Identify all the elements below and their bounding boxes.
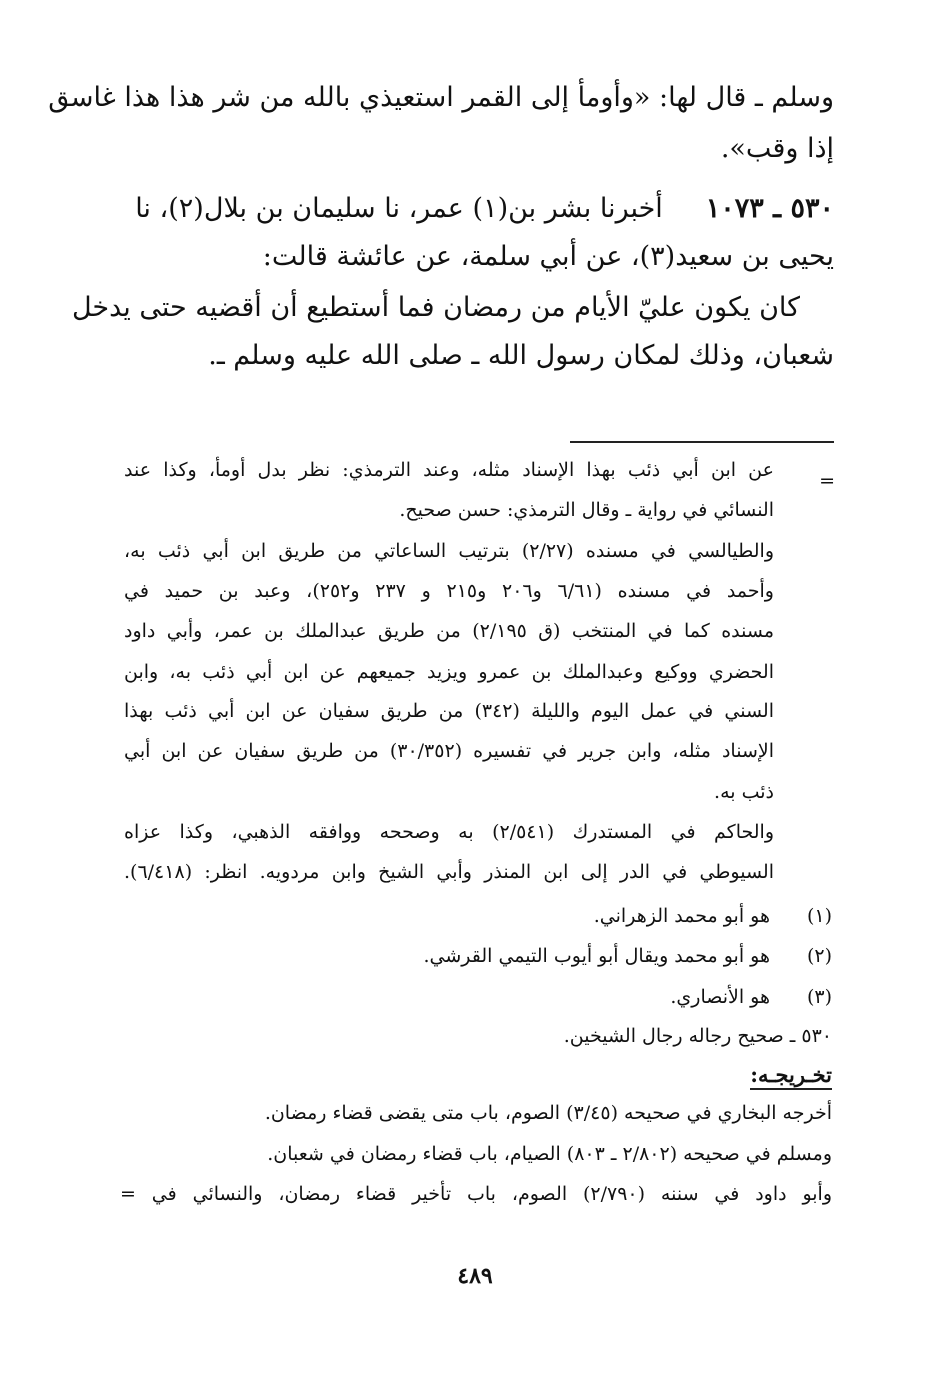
page-number: ٤٨٩: [457, 1263, 493, 1289]
footnote-marker: (١): [806, 905, 832, 927]
footnote-marker: (٢): [806, 945, 832, 967]
hadith-matn-line: كان يكون عليّ الأيام من رمضان فما أستطيع أن أقضيه حتى يدخل: [71, 292, 800, 323]
hadith-header-line: [134, 193, 834, 224]
footnote-line: النسائي في رواية ـ وقال الترمذي: حسن صحيح.: [399, 499, 774, 521]
main-text-line: شعبان، وذلك لمكان رسول الله ـ صلى الله عليه وسلم ـ.: [208, 340, 834, 371]
footnote-line: مسنده كما في المنتخب (ق ٢/١٩٥) من طريق عبدالملك بن عمر، وأبي داود: [124, 620, 774, 642]
footnote-line: والحاكم في المستدرك (٢/٥٤١) به وصححه ووافقه الذهبي، وكذا عزاه: [124, 821, 774, 843]
footnote-separator: [570, 441, 834, 443]
main-text-line: يحيى بن سعيد(٣)، عن أبي سلمة، عن عائشة قالت:: [262, 241, 834, 272]
footnote-line: وأحمد في مسنده (٦/٦١ و٢٠٦ و٢١٥ و ٢٣٧ و٢٥٢)، وعبد بن حميد في: [124, 580, 774, 602]
takhrij-line: ومسلم في صحيحه (٢/٨٠٢ ـ ٨٠٣) الصيام، باب قضاء رمضان في شعبان.: [267, 1143, 832, 1165]
footnote-text: هو أبو محمد الزهراني.: [593, 905, 770, 927]
main-text-line: إذا وقب».: [720, 133, 834, 164]
takhrij-heading-wrap: [750, 1062, 832, 1087]
footnote-line: السيوطي في الدر إلى ابن المنذر وأبي الشيخ وابن مردويه. انظر: (٦/٤١٨).: [124, 861, 774, 883]
grading-line: ٥٣٠ ـ صحيح رجاله رجال الشيخين.: [563, 1025, 832, 1047]
footnote-line: والطيالسي في مسنده (٢/٢٧) بترتيب الساعاتي من طريق ابن أبي ذئب به،: [124, 540, 774, 562]
footnote-marker: (٣): [806, 986, 832, 1008]
footnote-line: الإسناد مثله، وابن جرير في تفسيره (٣٠/٣٥٢) من طريق سفيان عن ابن أبي: [124, 740, 774, 762]
takhrij-line: أخرجه البخاري في صحيحه (٣/٤٥) الصوم، باب متى يقضى قضاء رمضان.: [264, 1102, 832, 1124]
footnote-line: عن ابن أبي ذئب بهذا الإسناد مثله، وعند الترمذي: نظر بدل أومأ، وكذا عند: [124, 459, 774, 481]
takhrij-line: وأبو داود في سننه (٢/٧٩٠) الصوم، باب تأخير قضاء رمضان، والنسائي في =: [120, 1183, 833, 1205]
footnote-text: هو الأنصاري.: [670, 986, 770, 1008]
footnote-line: السني في عمل اليوم والليلة (٣٤٢) من طريق سفيان عن ابن أبي ذئب بهذا: [124, 700, 774, 722]
footnote-line: الحضري ووكيع وعبدالملك بن عمرو ويزيد جميعهم عن ابن أبي ذئب به، وابن: [124, 661, 774, 683]
main-text-line: وسلم ـ قال لها: «وأومأ إلى القمر استعيذي بالله من شر هذا هذا غاسق: [48, 82, 834, 113]
footnote-text: هو أبو محمد ويقال أبو أيوب التيمي القرشي.: [423, 945, 770, 967]
continuation-marker: =: [819, 470, 835, 492]
hadith-number: ٥٣٠ ـ ١٠٧٣: [705, 193, 834, 224]
isnad-text: أخبرنا بشر بن(١) عمر، نا سليمان بن بلال(٢)، نا: [135, 193, 663, 224]
takhrij-heading: تخـريجـه:: [750, 1062, 832, 1090]
footnote-line: ذئب به.: [714, 781, 774, 803]
